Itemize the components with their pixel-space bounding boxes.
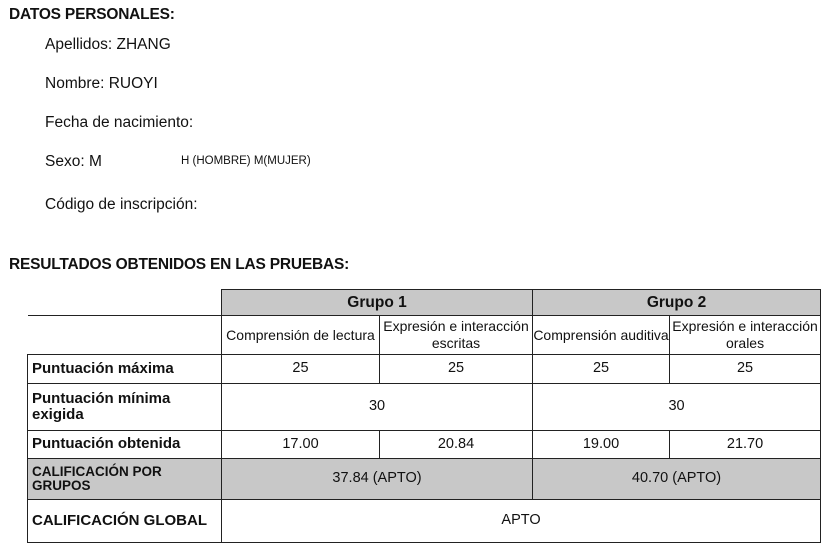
max-score-cell: 25 [380, 355, 533, 384]
registration-code-field: Código de inscripción: [45, 196, 198, 213]
results-table [27, 289, 821, 543]
max-score-cell: 25 [533, 355, 670, 384]
row-label-group-grade: CALIFICACIÓN POR GRUPOS [28, 459, 222, 500]
empty-corner [28, 290, 222, 316]
table-row [28, 459, 821, 500]
empty-corner [28, 316, 222, 355]
row-label-min: Puntuación mínima exigida [28, 384, 222, 431]
group-1-grade: 37.84 (APTO) [222, 459, 533, 500]
obtained-score-cell: 19.00 [533, 431, 670, 459]
table-row [28, 431, 821, 459]
results-heading: RESULTADOS OBTENIDOS EN LAS PRUEBAS: [9, 256, 350, 273]
sex-field: Sexo: M [45, 153, 102, 170]
row-label-max: Puntuación máxima [28, 355, 222, 384]
max-score-cell: 25 [670, 355, 821, 384]
apellidos-field: Apellidos: ZHANG [45, 36, 171, 53]
table-row [28, 355, 821, 384]
obtained-score-cell: 17.00 [222, 431, 380, 459]
table-row [28, 384, 821, 431]
min-score-group-2: 30 [533, 384, 821, 431]
row-label-obtained: Puntuación obtenida [28, 431, 222, 459]
personal-data-heading: DATOS PERSONALES: [9, 6, 175, 23]
group-2-header: Grupo 2 [533, 290, 821, 316]
obtained-score-cell: 20.84 [380, 431, 533, 459]
row-label-global-grade: CALIFICACIÓN GLOBAL [28, 500, 222, 543]
table-row [28, 500, 821, 543]
subject-writing: Expresión e interacción escritas [380, 316, 533, 355]
min-score-group-1: 30 [222, 384, 533, 431]
sex-hint: H (HOMBRE) M(MUJER) [181, 155, 311, 167]
max-score-cell: 25 [222, 355, 380, 384]
subject-listening: Comprensión auditiva [533, 316, 670, 355]
obtained-score-cell: 21.70 [670, 431, 821, 459]
subject-speaking: Expresión e interacción orales [670, 316, 821, 355]
nombre-field: Nombre: RUOYI [45, 75, 158, 92]
group-2-grade: 40.70 (APTO) [533, 459, 821, 500]
group-1-header: Grupo 1 [222, 290, 533, 316]
global-grade: APTO [222, 500, 821, 543]
subject-reading: Comprensión de lectura [222, 316, 380, 355]
birth-date-field: Fecha de nacimiento: [45, 114, 194, 131]
